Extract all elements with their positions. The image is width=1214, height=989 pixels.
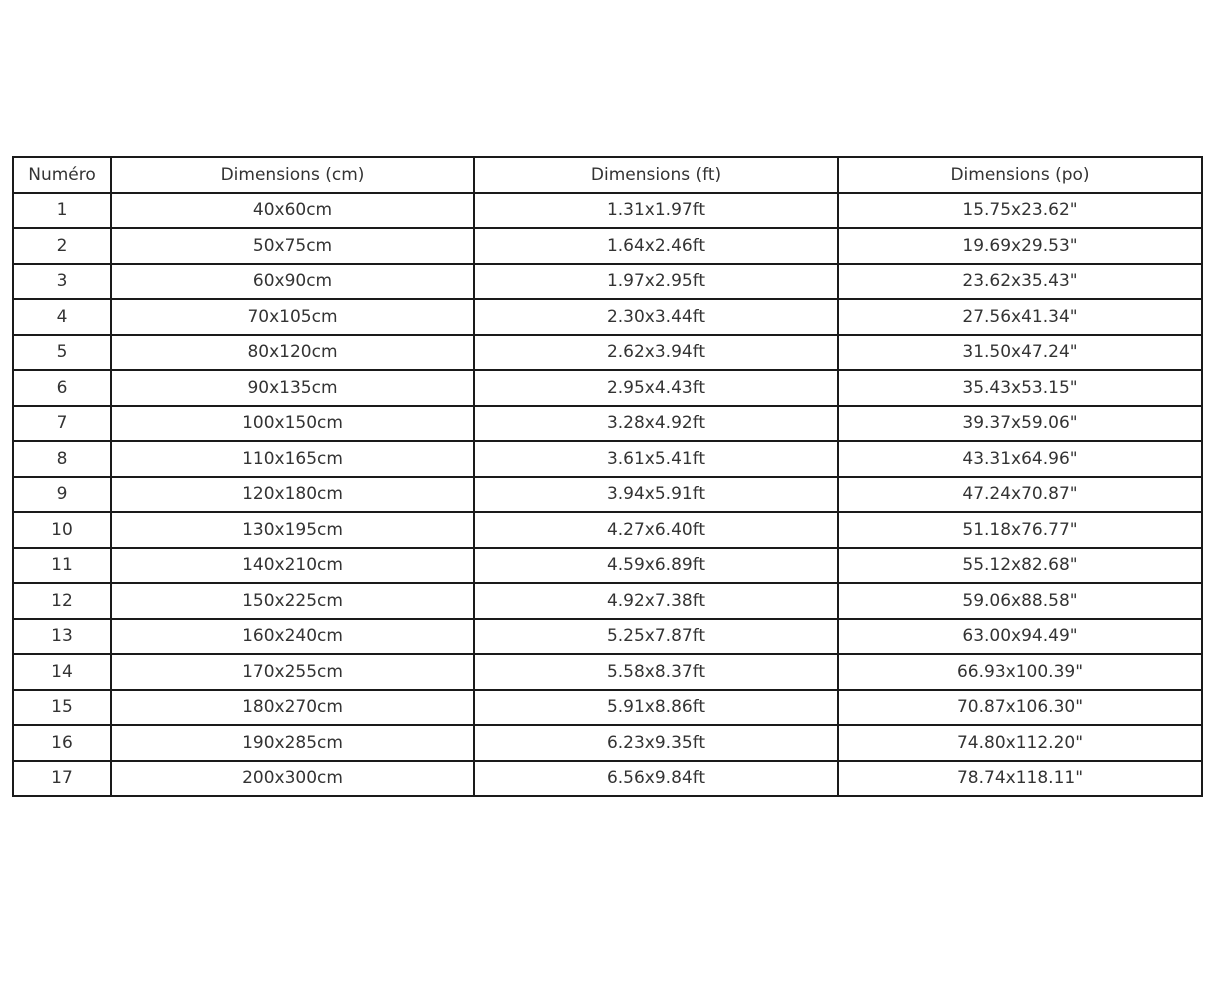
table-row [13,228,1202,264]
table-row [13,441,1202,477]
table-cell: 5 [13,335,111,371]
table-cell: 12 [13,583,111,619]
table-cell: 150x225cm [111,583,474,619]
table-cell: 110x165cm [111,441,474,477]
table-cell: 17 [13,761,111,797]
table-cell: 59.06x88.58" [838,583,1202,619]
table-cell: 39.37x59.06" [838,406,1202,442]
table-cell: 170x255cm [111,654,474,690]
table-cell: 5.58x8.37ft [474,654,838,690]
table-cell: 63.00x94.49" [838,619,1202,655]
table-cell: 2 [13,228,111,264]
table-cell: 190x285cm [111,725,474,761]
table-row [13,725,1202,761]
table-cell: 130x195cm [111,512,474,548]
table-cell: 2.95x4.43ft [474,370,838,406]
table-cell: 4.27x6.40ft [474,512,838,548]
table-cell: 40x60cm [111,193,474,229]
table-cell: 1.31x1.97ft [474,193,838,229]
table-cell: 35.43x53.15" [838,370,1202,406]
table-cell: 100x150cm [111,406,474,442]
table-cell: 31.50x47.24" [838,335,1202,371]
table-cell: 3.28x4.92ft [474,406,838,442]
column-header: Dimensions (cm) [111,157,474,193]
table-row [13,370,1202,406]
table-cell: 55.12x82.68" [838,548,1202,584]
table-cell: 80x120cm [111,335,474,371]
table-cell: 5.91x8.86ft [474,690,838,726]
table-row [13,193,1202,229]
table-cell: 3 [13,264,111,300]
table-header-row [13,157,1202,193]
column-header: Numéro [13,157,111,193]
table-cell: 4.59x6.89ft [474,548,838,584]
table-cell: 6.56x9.84ft [474,761,838,797]
table-row [13,335,1202,371]
table-cell: 90x135cm [111,370,474,406]
table-row [13,299,1202,335]
table-cell: 74.80x112.20" [838,725,1202,761]
table-row [13,264,1202,300]
table-cell: 66.93x100.39" [838,654,1202,690]
table-body [13,193,1202,797]
table-cell: 19.69x29.53" [838,228,1202,264]
table-row [13,761,1202,797]
table-row [13,583,1202,619]
table-cell: 43.31x64.96" [838,441,1202,477]
table-cell: 50x75cm [111,228,474,264]
table-cell: 78.74x118.11" [838,761,1202,797]
table-cell: 180x270cm [111,690,474,726]
table-cell: 9 [13,477,111,513]
table-cell: 15 [13,690,111,726]
table-cell: 6 [13,370,111,406]
table-cell: 1.97x2.95ft [474,264,838,300]
table-cell: 2.30x3.44ft [474,299,838,335]
table-row [13,477,1202,513]
table-cell: 3.61x5.41ft [474,441,838,477]
table-cell: 13 [13,619,111,655]
table-cell: 60x90cm [111,264,474,300]
table-cell: 27.56x41.34" [838,299,1202,335]
table-cell: 1.64x2.46ft [474,228,838,264]
table-row [13,512,1202,548]
table-cell: 15.75x23.62" [838,193,1202,229]
table-cell: 140x210cm [111,548,474,584]
table-cell: 160x240cm [111,619,474,655]
table-row [13,406,1202,442]
table-cell: 2.62x3.94ft [474,335,838,371]
table-cell: 10 [13,512,111,548]
table-cell: 4.92x7.38ft [474,583,838,619]
table-cell: 7 [13,406,111,442]
table-row [13,548,1202,584]
table-row [13,690,1202,726]
table-cell: 51.18x76.77" [838,512,1202,548]
table-cell: 6.23x9.35ft [474,725,838,761]
table-cell: 70x105cm [111,299,474,335]
table-cell: 1 [13,193,111,229]
table-cell: 200x300cm [111,761,474,797]
table-cell: 4 [13,299,111,335]
table-cell: 3.94x5.91ft [474,477,838,513]
table-cell: 47.24x70.87" [838,477,1202,513]
table-row [13,654,1202,690]
table-cell: 5.25x7.87ft [474,619,838,655]
table-cell: 11 [13,548,111,584]
column-header: Dimensions (ft) [474,157,838,193]
table-cell: 16 [13,725,111,761]
table-row [13,619,1202,655]
table-cell: 120x180cm [111,477,474,513]
table-cell: 14 [13,654,111,690]
column-header: Dimensions (po) [838,157,1202,193]
table-cell: 70.87x106.30" [838,690,1202,726]
table-cell: 23.62x35.43" [838,264,1202,300]
table-cell: 8 [13,441,111,477]
dimensions-conversion-table [12,156,1203,797]
